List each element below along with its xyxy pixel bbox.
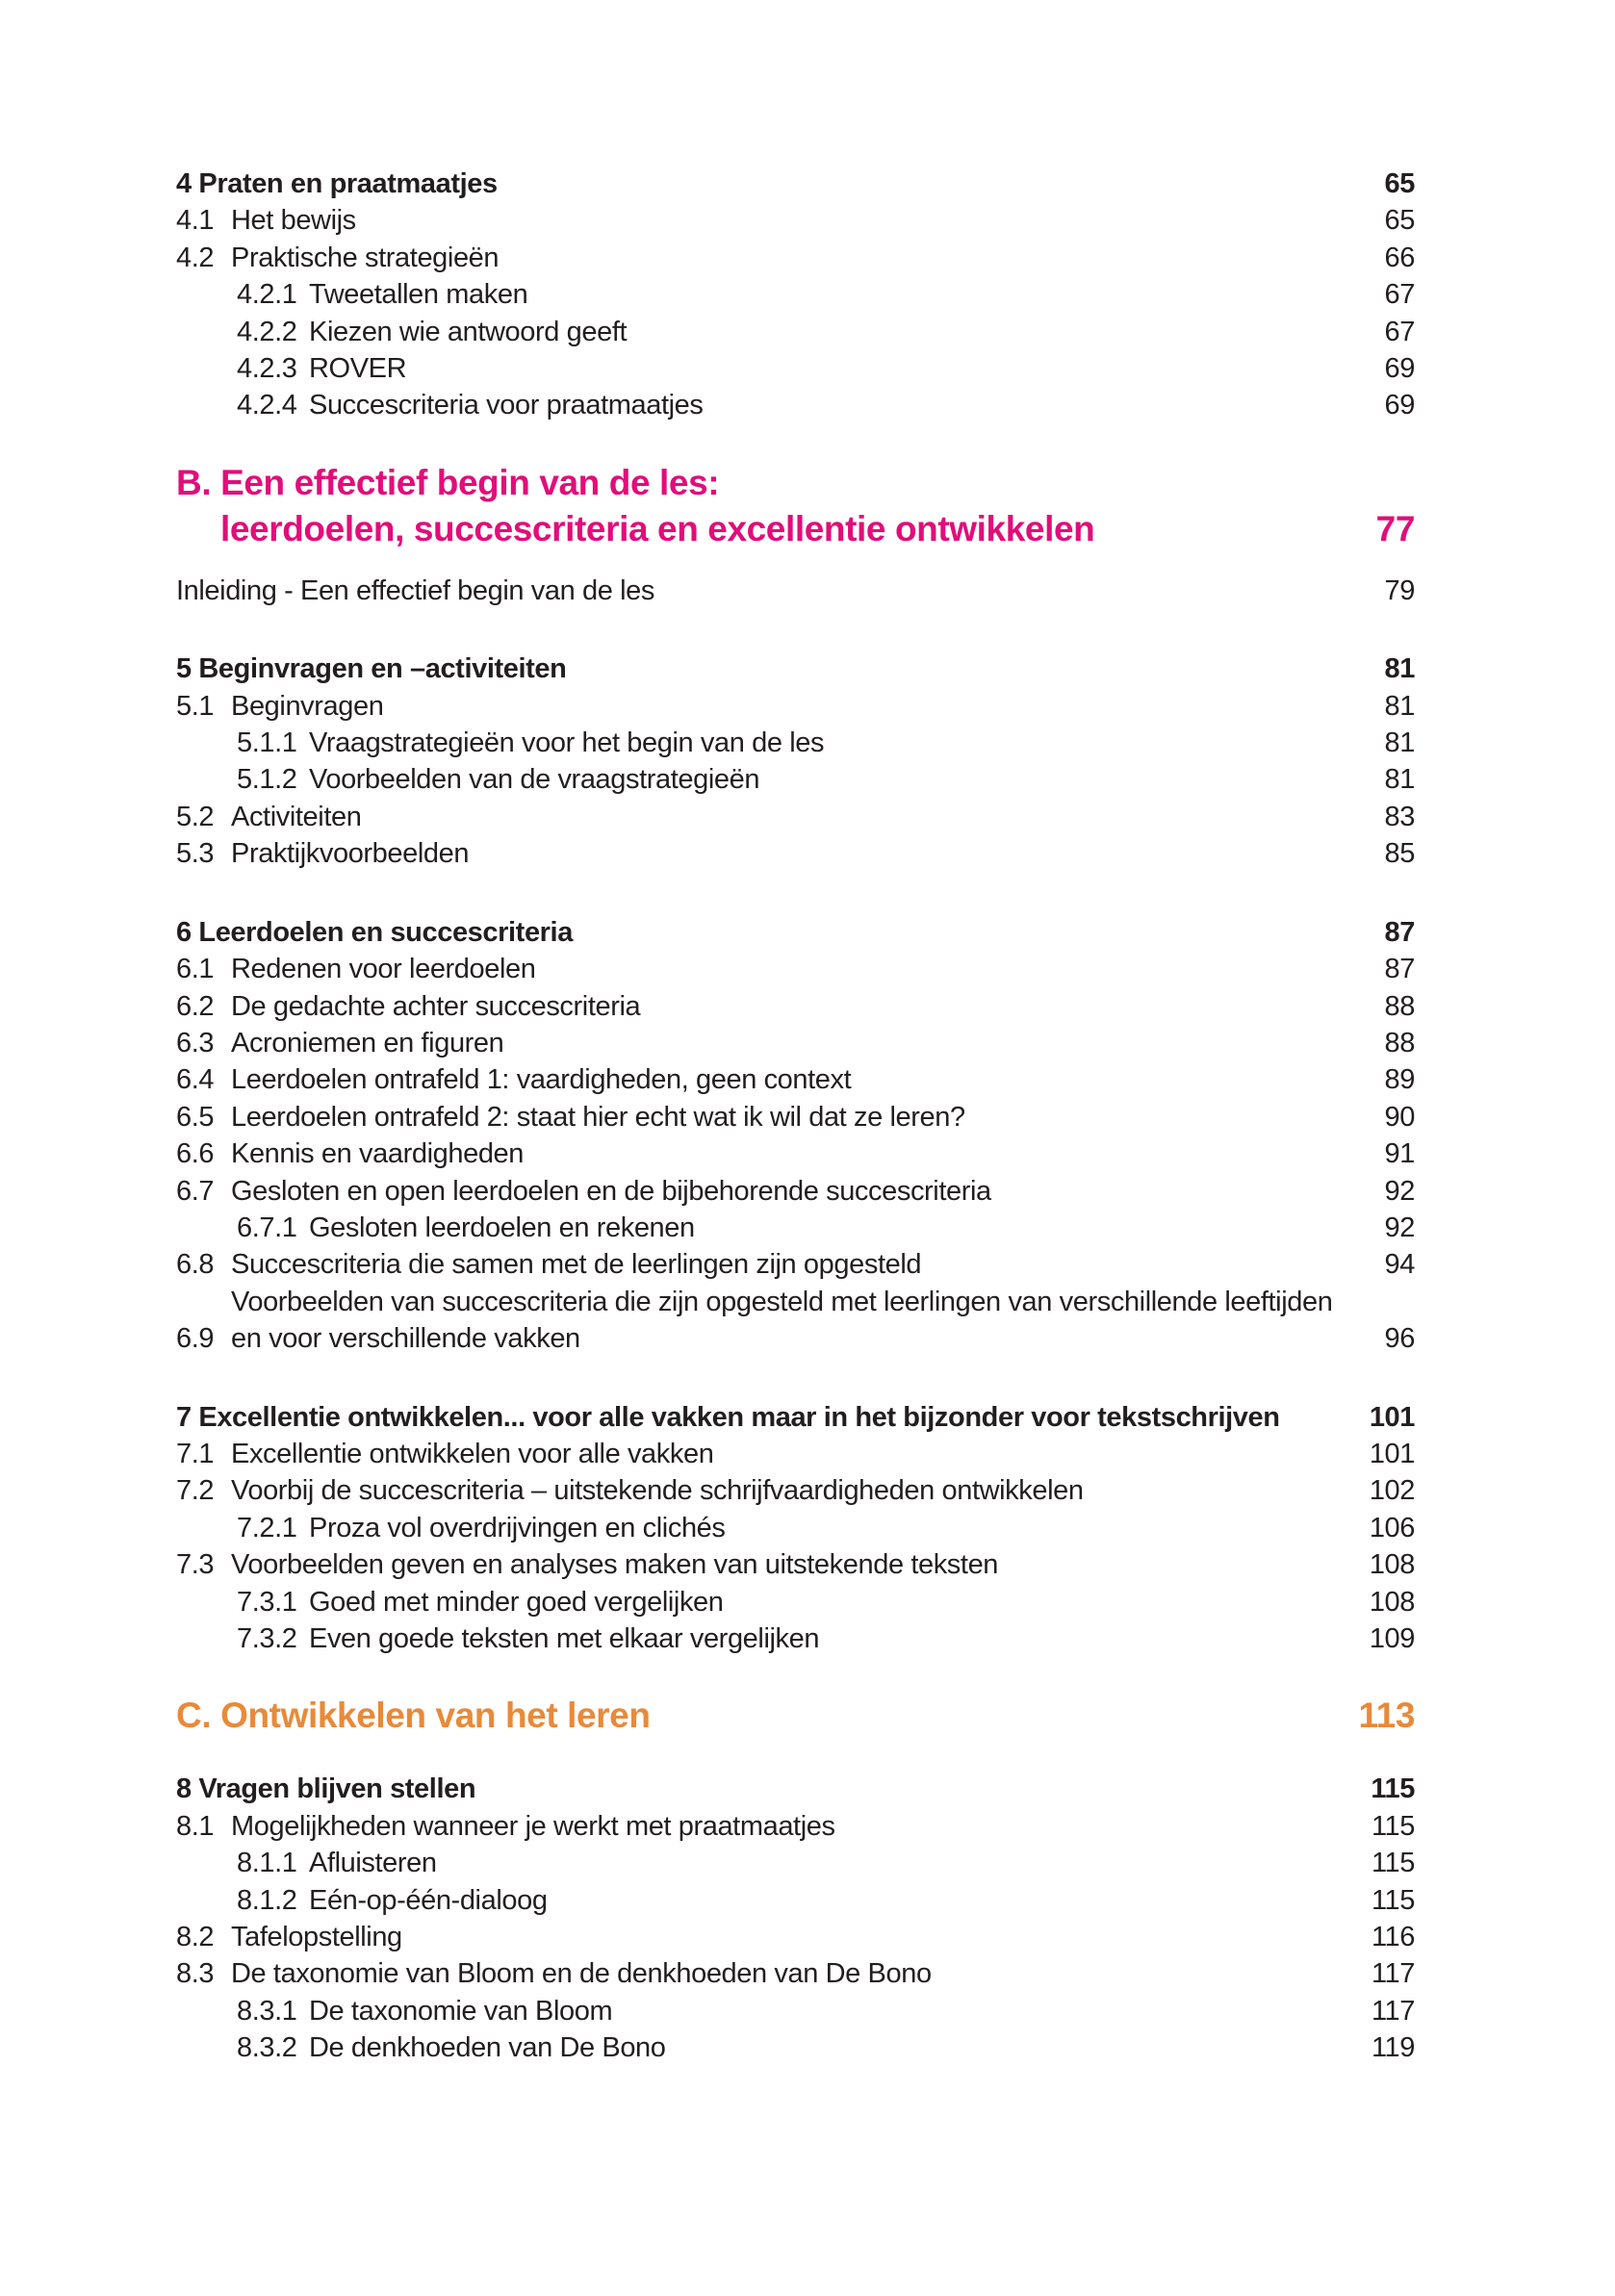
item-row — [176, 1955, 1415, 1992]
entry-number: 4.2.2 — [237, 316, 297, 347]
chapter-row — [176, 1399, 1415, 1436]
entry-title: De gedachte achter succescriteria — [231, 990, 641, 1022]
page-number: 102 — [1369, 1475, 1415, 1507]
page-number: 115 — [1371, 1884, 1415, 1916]
page-number: 90 — [1384, 1101, 1415, 1133]
entry-number: 8.3.2 — [237, 2032, 297, 2064]
chapter-title: 7 Excellentie ontwikkelen... voor alle vakken maar in het bijzonder voor tekstschrijven — [176, 1401, 1280, 1433]
page-number: 67 — [1384, 279, 1415, 311]
entry-title: Mogelijkheden wanneer je werkt met praatmaatjes — [231, 1810, 835, 1842]
page-number: 116 — [1371, 1922, 1415, 1953]
entry-title: Voorbeelden geven en analyses maken van uitstekende teksten — [231, 1549, 999, 1581]
subitem-row — [176, 1210, 1415, 1246]
table-of-contents — [176, 0, 1415, 2067]
chapter-title: 5 Beginvragen en –activiteiten — [176, 653, 567, 685]
page-number: 92 — [1384, 1175, 1415, 1207]
page-number: 85 — [1384, 838, 1415, 870]
part-heading-text — [176, 460, 1415, 552]
item-row — [176, 1173, 1415, 1210]
entry-title: Praktijkvoorbeelden — [231, 838, 470, 870]
page-number: 117 — [1371, 1995, 1415, 2027]
entry-title: Afluisteren — [309, 1848, 437, 1879]
page-number: 113 — [1358, 1696, 1415, 1736]
entry-title: Gesloten leerdoelen en rekenen — [309, 1212, 695, 1243]
page-number: 66 — [1384, 242, 1415, 273]
page-number: 115 — [1371, 1848, 1415, 1879]
chapter-title: 8 Vragen blijven stellen — [176, 1773, 476, 1805]
page-number: 109 — [1369, 1623, 1415, 1654]
subitem-row — [176, 1510, 1415, 1546]
item-row — [176, 835, 1415, 872]
chapter-row — [176, 166, 1415, 202]
entry-title: Excellentie ontwikkelen voor alle vakken — [231, 1438, 714, 1469]
page-number: 81 — [1384, 690, 1415, 722]
item-row — [176, 1919, 1415, 1955]
item-row — [176, 988, 1415, 1025]
entry-title: Voorbeelden van de vraagstrategieën — [309, 764, 760, 796]
page-number: 69 — [1384, 390, 1415, 421]
entry-title: Leerdoelen ontrafeld 2: staat hier echt wat ik wil dat ze leren? — [231, 1101, 965, 1133]
entry-number: 8.1.1 — [237, 1848, 297, 1879]
entry-number: 5.2 — [176, 801, 215, 832]
entry-number: 4.2.3 — [237, 353, 297, 385]
page-number: 117 — [1371, 1958, 1415, 1990]
page-number: 81 — [1384, 764, 1415, 796]
entry-title: Eén-op-één-dialoog — [309, 1884, 548, 1916]
item-row — [176, 951, 1415, 987]
entry-title-lastline — [231, 1320, 1415, 1357]
entry-title: Tafelopstelling — [231, 1922, 402, 1953]
entry-number: 4.2.4 — [237, 390, 297, 421]
item-row — [176, 688, 1415, 725]
item-row — [176, 1808, 1415, 1845]
entry-number: 7.3 — [176, 1549, 215, 1581]
entry-number: 7.1 — [176, 1438, 215, 1469]
entry-title: Leerdoelen ontrafeld 1: vaardigheden, geen context — [231, 1064, 852, 1096]
item-row — [176, 1284, 1415, 1358]
entry-title: Kennis en vaardigheden — [231, 1138, 524, 1170]
subitem-row — [176, 2029, 1415, 2066]
item-row — [176, 1472, 1415, 1509]
page-number: 92 — [1384, 1212, 1415, 1243]
page-number: 115 — [1371, 1810, 1415, 1842]
entry-number: 5.1.2 — [237, 764, 297, 796]
entry-title-line: Voorbeelden van succescriteria die zijn opgesteld met leerlingen van verschillende leeftijden — [231, 1286, 1333, 1317]
entry-number: 8.1 — [176, 1810, 215, 1842]
entry-number: 5.1.1 — [237, 727, 297, 759]
item-row — [176, 1025, 1415, 1061]
page-number: 89 — [1384, 1064, 1415, 1096]
entry-title: Praktische strategieën — [231, 242, 500, 273]
entry-title: Succescriteria die samen met de leerlingen zijn opgesteld — [231, 1249, 922, 1281]
chapter-row — [176, 914, 1415, 951]
entry-number: 8.3.1 — [237, 1995, 297, 2027]
entry-title-line: en voor verschillende vakken — [231, 1323, 580, 1355]
entry-number: 6.8 — [176, 1249, 215, 1281]
subitem-row — [176, 761, 1415, 798]
entry-number: 6.1 — [176, 954, 215, 985]
page-number: 79 — [1384, 574, 1415, 606]
item-row — [176, 1246, 1415, 1283]
entry-number: 6.6 — [176, 1138, 215, 1170]
item-row — [176, 799, 1415, 835]
page-number: 119 — [1371, 2032, 1415, 2064]
subitem-row — [176, 1993, 1415, 2029]
entry-title: Het bewijs — [231, 205, 356, 237]
part-row — [176, 460, 1415, 552]
page-number: 96 — [1384, 1323, 1415, 1355]
chapter-row — [176, 1771, 1415, 1807]
subitem-row — [176, 1584, 1415, 1620]
leader-space — [1094, 506, 1375, 552]
page-number: 65 — [1384, 205, 1415, 237]
entry-number: 7.3.2 — [237, 1623, 297, 1654]
subitem-row — [176, 314, 1415, 350]
page-number: 108 — [1369, 1549, 1415, 1581]
entry-number: 8.1.2 — [237, 1884, 297, 1916]
entry-text — [231, 1284, 1415, 1358]
entry-title: Kiezen wie antwoord geeft — [309, 316, 628, 347]
subitem-row — [176, 1845, 1415, 1881]
entry-number: 7.2 — [176, 1475, 215, 1507]
part-heading-lastline — [176, 506, 1415, 552]
page-number: 88 — [1384, 1027, 1415, 1059]
entry-title: Goed met minder goed vergelijken — [309, 1586, 724, 1618]
entry-title: De taxonomie van Bloom — [309, 1995, 613, 2027]
page-number: 81 — [1384, 727, 1415, 759]
page-number: 88 — [1384, 990, 1415, 1022]
entry-number: 4.2.1 — [237, 279, 297, 311]
entry-title: Beginvragen — [231, 690, 384, 722]
item-row — [176, 1546, 1415, 1583]
item-row — [176, 240, 1415, 276]
entry-title: Succescriteria voor praatmaatjes — [309, 390, 704, 421]
item-row — [176, 1135, 1415, 1172]
subitem-row — [176, 276, 1415, 313]
page-number: 65 — [1384, 168, 1415, 199]
entry-number: 6.7 — [176, 1175, 215, 1207]
page-number: 67 — [1384, 316, 1415, 347]
entry-number: 4.2 — [176, 242, 215, 273]
page-number: 115 — [1371, 1773, 1415, 1805]
page-number: 91 — [1384, 1138, 1415, 1170]
entry-number: 6.4 — [176, 1064, 215, 1096]
intro-title: Inleiding - Een effectief begin van de les — [176, 574, 654, 606]
entry-number: 5.3 — [176, 838, 215, 870]
entry-title: Vraagstrategieën voor het begin van de les — [309, 727, 825, 759]
leader-space — [580, 1320, 1385, 1357]
subitem-row — [176, 1882, 1415, 1919]
part-heading-line: leerdoelen, succescriteria en excellentie ontwikkelen — [220, 508, 1095, 548]
entry-number: 6.5 — [176, 1101, 215, 1133]
entry-title: Voorbij de succescriteria – uitstekende schrijfvaardigheden ontwikkelen — [231, 1475, 1084, 1507]
entry-number: 6.9 — [176, 1323, 215, 1355]
entry-title: Redenen voor leerdoelen — [231, 954, 536, 985]
page-number: 101 — [1369, 1438, 1415, 1469]
entry-title: Acroniemen en figuren — [231, 1027, 504, 1059]
item-row — [176, 1436, 1415, 1472]
page-number: 81 — [1384, 653, 1415, 685]
entry-number: 8.2 — [176, 1922, 215, 1953]
page-number: 87 — [1384, 954, 1415, 985]
item-row — [176, 1099, 1415, 1135]
entry-number: 6.2 — [176, 990, 215, 1022]
page-number: 106 — [1369, 1512, 1415, 1543]
page-number: 77 — [1375, 508, 1415, 548]
entry-title: Activiteiten — [231, 801, 362, 832]
subitem-row — [176, 387, 1415, 423]
entry-title: Even goede teksten met elkaar vergelijken — [309, 1623, 820, 1654]
part-heading-line: B. Een effectief begin van de les: — [176, 462, 720, 502]
entry-title: Gesloten en open leerdoelen en de bijbehorende succescriteria — [231, 1175, 991, 1207]
entry-title: Tweetallen maken — [309, 279, 528, 311]
item-row — [176, 1061, 1415, 1098]
entry-number: 7.2.1 — [237, 1512, 297, 1543]
page-number: 94 — [1384, 1249, 1415, 1281]
entry-title: De taxonomie van Bloom en de denkhoeden van De Bono — [231, 1958, 932, 1990]
part-row — [176, 1693, 1415, 1739]
entry-title: Proza vol overdrijvingen en clichés — [309, 1512, 726, 1543]
entry-title: De denkhoeden van De Bono — [309, 2032, 666, 2064]
page-number: 69 — [1384, 353, 1415, 385]
entry-number: 6.7.1 — [237, 1212, 297, 1243]
chapter-row — [176, 651, 1415, 687]
page-number: 83 — [1384, 801, 1415, 832]
entry-number: 6.3 — [176, 1027, 215, 1059]
entry-number: 7.3.1 — [237, 1586, 297, 1618]
chapter-title: 4 Praten en praatmaatjes — [176, 168, 498, 199]
part-heading-line: C. Ontwikkelen van het leren — [176, 1696, 651, 1736]
entry-title: ROVER — [309, 353, 407, 385]
subitem-row — [176, 1620, 1415, 1657]
entry-number: 8.3 — [176, 1958, 215, 1990]
item-row — [176, 202, 1415, 239]
entry-number: 5.1 — [176, 690, 215, 722]
chapter-title: 6 Leerdoelen en succescriteria — [176, 916, 573, 948]
page-number: 87 — [1384, 916, 1415, 948]
page-number: 108 — [1369, 1586, 1415, 1618]
entry-number: 4.1 — [176, 205, 215, 237]
subitem-row — [176, 350, 1415, 387]
page-number: 101 — [1369, 1401, 1415, 1433]
subitem-row — [176, 725, 1415, 761]
intro-row — [176, 573, 1415, 609]
